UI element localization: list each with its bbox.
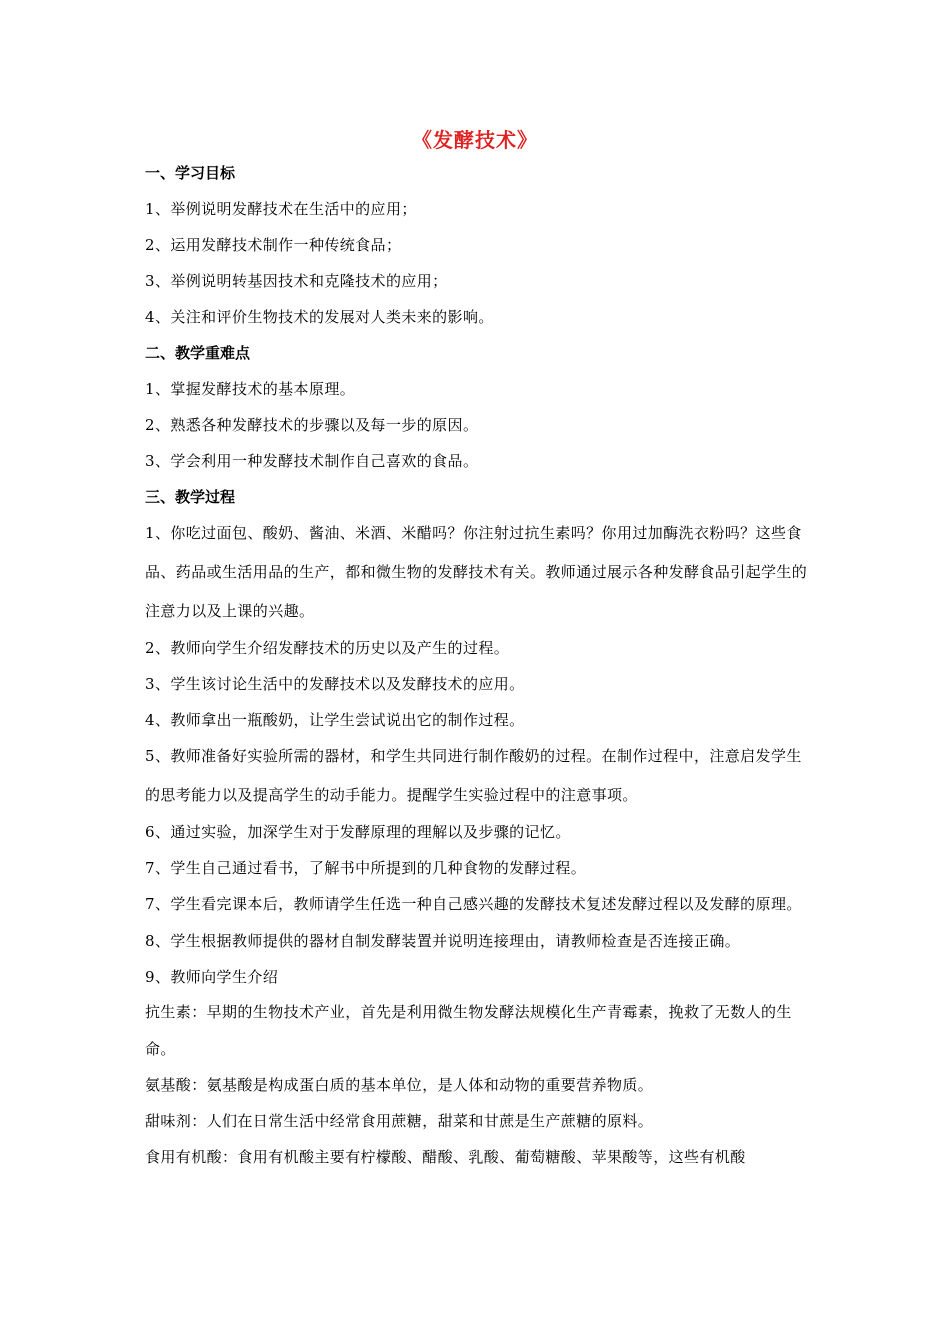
paragraph: 甜味剂：人们在日常生活中经常食用蔗糖，甜菜和甘蔗是生产蔗糖的原料。 xyxy=(145,1112,654,1130)
section-heading-process: 三、教学过程 xyxy=(145,488,236,506)
document-title: 《发酵技术》 xyxy=(412,128,538,152)
paragraph: 5、教师准备好实验所需的器材，和学生共同进行制作酸奶的过程。在制作过程中，注意启发学生的思考能力以及提高学生的动手能力。提醒学生实验过程中的注意事项。 xyxy=(145,747,802,804)
paragraph: 2、运用发酵技术制作一种传统食品； xyxy=(145,236,402,254)
section-heading-key-points: 二、教学重难点 xyxy=(145,344,251,362)
paragraph: 3、学生该讨论生活中的发酵技术以及发酵技术的应用。 xyxy=(145,675,525,693)
document-body xyxy=(145,160,810,1180)
paragraph: 1、你吃过面包、酸奶、酱油、米酒、米醋吗？你注射过抗生素吗？你用过加酶洗衣粉吗？这些食品、药品或生活用品的生产，都和微生物的发酵技术有关。教师通过展示各种发酵食品引起学生的注意力以及上课的兴趣。 xyxy=(145,524,808,620)
paragraph: 食用有机酸：食用有机酸主要有柠檬酸、醋酸、乳酸、葡萄糖酸、苹果酸等，这些有机酸 xyxy=(145,1148,746,1166)
paragraph: 抗生素：早期的生物技术产业，首先是利用微生物发酵法规模化生产青霉素，挽救了无数人的生命。 xyxy=(145,1003,792,1058)
paragraph: 8、学生根据教师提供的器材自制发酵装置并说明连接理由，请教师检查是否连接正确。 xyxy=(145,932,741,950)
paragraph: 2、熟悉各种发酵技术的步骤以及每一步的原因。 xyxy=(145,416,479,434)
paragraph: 9、教师向学生介绍 xyxy=(145,968,279,986)
paragraph: 3、举例说明转基因技术和克隆技术的应用； xyxy=(145,272,448,290)
paragraph: 4、教师拿出一瓶酸奶，让学生尝试说出它的制作过程。 xyxy=(145,711,525,729)
section-heading-objectives: 一、学习目标 xyxy=(145,164,236,182)
paragraph: 氨基酸：氨基酸是构成蛋白质的基本单位，是人体和动物的重要营养物质。 xyxy=(145,1076,654,1094)
paragraph: 7、学生看完课本后，教师请学生任选一种自己感兴趣的发酵技术复述发酵过程以及发酵的原理。 xyxy=(145,895,802,913)
paragraph: 1、掌握发酵技术的基本原理。 xyxy=(145,380,356,398)
paragraph: 4、关注和评价生物技术的发展对人类未来的影响。 xyxy=(145,308,494,326)
paragraph: 2、教师向学生介绍发酵技术的历史以及产生的过程。 xyxy=(145,639,510,657)
paragraph: 6、通过实验，加深学生对于发酵原理的理解以及步骤的记忆。 xyxy=(145,823,571,841)
paragraph: 1、举例说明发酵技术在生活中的应用； xyxy=(145,200,417,218)
paragraph: 7、学生自己通过看书，了解书中所提到的几种食物的发酵过程。 xyxy=(145,859,587,877)
paragraph: 3、学会利用一种发酵技术制作自己喜欢的食品。 xyxy=(145,452,479,470)
